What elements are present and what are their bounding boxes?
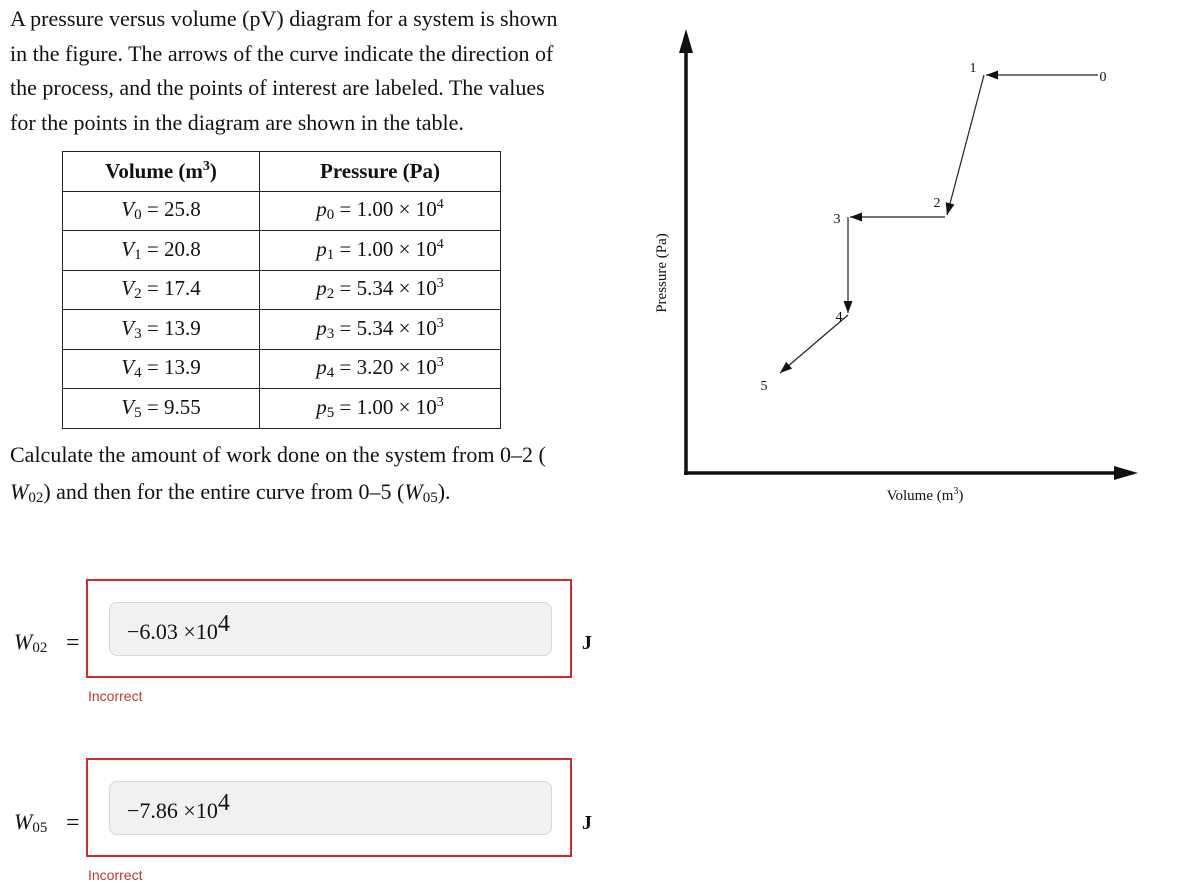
w02-status: Incorrect bbox=[88, 688, 143, 704]
w02-label: $W_{02}$ bbox=[14, 629, 48, 656]
volume-cell: $V_3 = 13.9$ bbox=[63, 310, 260, 350]
curve-arrow-icon bbox=[986, 71, 998, 80]
curve-arrow-icon bbox=[946, 202, 955, 215]
pressure-cell: $p_0 = 1.00 \times 10^4$ bbox=[260, 191, 501, 231]
w05-label: $W_{05}$ bbox=[14, 809, 48, 836]
point-label-5: 5 bbox=[760, 379, 768, 394]
pv-values-table bbox=[62, 151, 501, 429]
table-row bbox=[63, 389, 501, 429]
volume-cell: $V_0 = 25.8$ bbox=[63, 191, 260, 231]
curve-arrow-icon bbox=[780, 362, 792, 373]
w05-status: Incorrect bbox=[88, 867, 143, 883]
y-axis-arrow-icon bbox=[679, 29, 693, 53]
point-labels bbox=[761, 61, 1107, 394]
pressure-cell: $p_5 = 1.00 \times 10^3$ bbox=[260, 389, 501, 429]
table-row bbox=[63, 349, 501, 389]
table-row bbox=[63, 270, 501, 310]
table-row bbox=[63, 310, 501, 350]
w05-equals: = bbox=[66, 810, 80, 836]
table-row bbox=[63, 231, 501, 271]
w02-answer-box bbox=[86, 579, 572, 678]
volume-cell: $V_5 = 9.55$ bbox=[63, 389, 260, 429]
pressure-cell: $p_3 = 5.34 \times 10^3$ bbox=[260, 310, 501, 350]
point-label-3: 3 bbox=[833, 212, 841, 227]
intro-line-3: the process, and the points of interest are labeled. The values bbox=[10, 75, 545, 100]
y-axis-label: Pressure (Pa) bbox=[654, 233, 670, 313]
table-header-row bbox=[63, 152, 501, 192]
w05-answer-box bbox=[86, 758, 572, 857]
pressure-cell: $p_2 = 5.34 \times 10^3$ bbox=[260, 270, 501, 310]
intro-line-1-text: A pressure versus volume (pV) diagram for a system is shown bbox=[10, 6, 558, 31]
intro-line-1 bbox=[10, 2, 610, 37]
x-axis-label: Volume $(m^3)$ bbox=[886, 486, 964, 504]
w05-answer-input[interactable] bbox=[109, 781, 552, 835]
x-axis-arrow-icon bbox=[1114, 466, 1138, 480]
table-row bbox=[63, 191, 501, 231]
volume-cell: $V_1 = 20.8$ bbox=[63, 231, 260, 271]
pressure-cell: $p_1 = 1.00 \times 10^4$ bbox=[260, 231, 501, 271]
point-label-0: 0 bbox=[1099, 70, 1107, 85]
w02-unit: J bbox=[582, 632, 592, 654]
w02-answer-input[interactable] bbox=[109, 602, 552, 656]
w05-unit: J bbox=[582, 812, 592, 834]
question-text bbox=[10, 436, 610, 517]
curve-arrow-icon bbox=[850, 213, 862, 222]
process-curve bbox=[780, 71, 1098, 374]
problem-intro bbox=[10, 2, 610, 140]
pressure-column-header: Pressure (Pa) bbox=[260, 152, 501, 192]
volume-cell: $V_2 = 17.4$ bbox=[63, 270, 260, 310]
pv-diagram bbox=[640, 25, 1150, 525]
curve-segment-2 bbox=[947, 75, 984, 215]
volume-cell: $V_4 = 13.9$ bbox=[63, 349, 260, 389]
curve-arrow-icon bbox=[844, 301, 853, 313]
w02-equals: = bbox=[66, 630, 80, 656]
point-label-1: 1 bbox=[969, 61, 977, 76]
w02-answer-value: −6.03 ×104 bbox=[127, 611, 230, 644]
intro-line-4: for the points in the diagram are shown in the table. bbox=[10, 109, 464, 135]
question-line-1: Calculate the amount of work done on the system from 0–2 ( bbox=[10, 442, 546, 467]
question-line-2: $W_{02}$) and then for the entire curve from 0–5 $(W_{05})$. bbox=[10, 479, 451, 506]
w05-answer-value: −7.86 ×104 bbox=[127, 790, 230, 823]
intro-line-2: in the figure. The arrows of the curve indicate the direction of bbox=[10, 40, 554, 66]
pressure-cell: $p_4 = 3.20 \times 10^3$ bbox=[260, 349, 501, 389]
point-label-2: 2 bbox=[933, 196, 941, 211]
point-label-4: 4 bbox=[835, 310, 843, 325]
volume-column-header: Volume $(m^3)$ bbox=[63, 152, 260, 192]
